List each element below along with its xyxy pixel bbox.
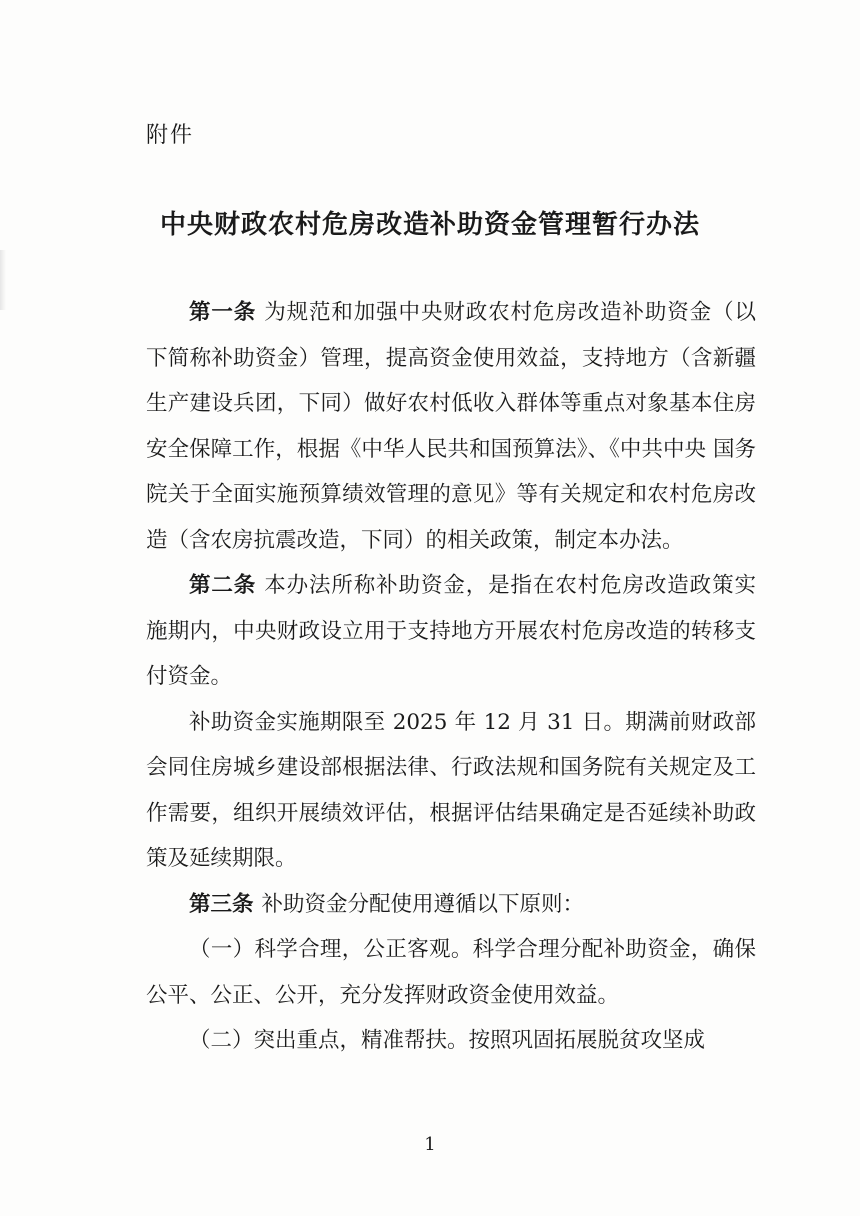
page-number: 1 — [424, 1134, 436, 1155]
paragraph-implementation-period — [146, 700, 756, 882]
article-heading: 第一条 — [189, 300, 257, 325]
paragraph-text: 为规范和加强中央财政农村危房改造补助资金（以下简称补助资金）管理，提高资金使用效益，支持地方（含新疆生产建设兵团，下同）做好农村低收入群体等重点对象基本住房安全保障工作，根据《中华人民共和国预算法》、《中共中央 国务院关于全面实施预算绩效管理的意见》等有关规定和农村危房改造（含农房抗震改造，下同）的相关政策，制定本办法。 — [146, 300, 756, 553]
paragraph-article-2 — [146, 563, 756, 700]
paragraph-article-1 — [146, 290, 756, 563]
paragraph-principle-2 — [146, 1018, 756, 1064]
paragraph-text: （一）科学合理，公正客观。科学合理分配补助资金，确保公平、公正、公开，充分发挥财政资金使用效益。 — [146, 937, 756, 1008]
paragraph-principle-1 — [146, 927, 756, 1018]
paragraph-text: 本办法所称补助资金，是指在农村危房改造政策实施期内，中央财政设立用于支持地方开展农村危房改造的转移支付资金。 — [146, 573, 756, 689]
document-title: 中央财政农村危房改造补助资金管理暂行办法 — [159, 210, 700, 240]
paragraph-text: 补助资金分配使用遵循以下原则： — [261, 891, 585, 917]
article-heading: 第三条 — [189, 891, 254, 917]
scan-edge-mark — [0, 250, 6, 310]
paragraph-text: （二）突出重点，精准帮扶。按照巩固拓展脱贫攻坚成 — [189, 1028, 706, 1053]
paragraph-article-3 — [146, 882, 756, 928]
article-heading: 第二条 — [189, 573, 257, 598]
paragraph-text: 补助资金实施期限至 2025 年 12 月 31 日。期满前财政部会同住房城乡建设部根据法律、行政法规和国务院有关规定及工作需要，组织开展绩效评估，根据评估结果确定是否延续补助政策及延续期限。 — [146, 709, 756, 871]
attachment-label: 附件 — [146, 123, 195, 148]
document-body — [146, 290, 756, 1064]
